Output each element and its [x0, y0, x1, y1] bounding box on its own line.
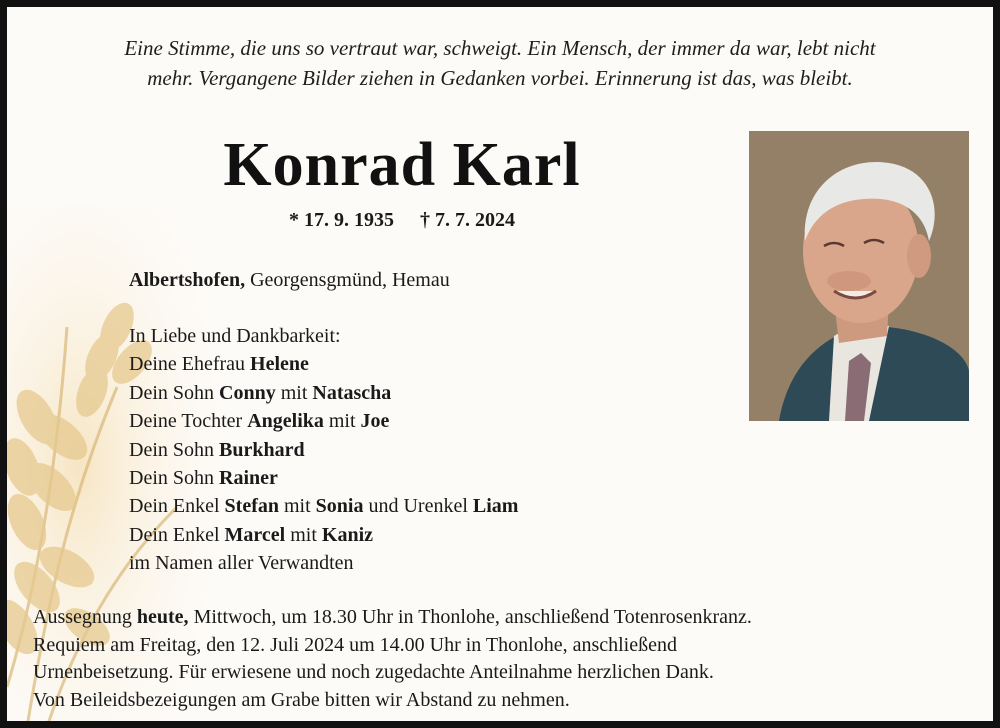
mourner-row	[129, 521, 518, 549]
mourner-row	[129, 407, 518, 435]
deceased-name: Konrad Karl	[223, 131, 581, 199]
mourner-name: Stefan	[224, 495, 279, 518]
mourner-name: Liam	[472, 495, 519, 518]
portrait-photo	[749, 131, 969, 421]
connector-text: mit	[278, 495, 316, 518]
mourner-name: Natascha	[312, 381, 392, 404]
birth-date: * 17. 9. 1935	[289, 209, 394, 231]
relation-text: Dein Sohn	[129, 381, 219, 404]
mourner-name: Burkhard	[219, 438, 305, 461]
footer-line-3: Urnenbeisetzung. Für erwiesene und noch zugedachte Anteilnahme herzlichen Dank.	[33, 661, 714, 684]
relation-text: Deine Ehefrau	[129, 353, 251, 376]
mourner-row	[129, 492, 518, 520]
other-places: Georgensgmünd, Hemau	[245, 269, 450, 291]
mourner-name: Joe	[360, 410, 390, 433]
life-dates	[127, 206, 677, 234]
mourner-name: Angelika	[247, 410, 324, 433]
quote-line-1: Eine Stimme, die uns so vertraut war, schweigt. Ein Mensch, der immer da war, lebt nicht	[124, 36, 876, 60]
connector-text: mit	[275, 381, 313, 404]
relation-text: Dein Sohn	[129, 467, 219, 490]
footer-text: Aussegnung	[33, 606, 137, 628]
footer-line-4: Von Beileidsbezeigungen am Grabe bitten wir Abstand zu nehmen.	[33, 688, 570, 711]
relation-text: Deine Tochter	[129, 410, 248, 433]
connector-text: mit	[323, 410, 361, 433]
memorial-quote	[29, 33, 971, 93]
mourner-name: Helene	[250, 353, 309, 376]
places-line	[129, 266, 450, 294]
mourner-row	[129, 436, 518, 464]
mourner-name: Sonia	[315, 495, 364, 518]
mourner-row	[129, 379, 518, 407]
mourner-name: Marcel	[224, 523, 286, 546]
quote-line-2: mehr. Vergangene Bilder ziehen in Gedanken vorbei. Erinnerung ist das, was bleibt.	[147, 66, 853, 90]
mourner-name: Kaniz	[321, 523, 374, 546]
connector-text: und Urenkel	[363, 495, 473, 518]
relation-text: Dein Sohn	[129, 438, 219, 461]
relation-text: Dein Enkel	[129, 495, 225, 518]
mourners-list	[129, 322, 518, 578]
connector-text: mit	[285, 523, 322, 546]
footer-text: Mittwoch, um 18.30 Uhr in Thonlohe, anschließend Totenrosenkranz.	[188, 606, 752, 628]
mourners-closing: im Namen aller Verwandten	[129, 552, 354, 575]
primary-place: Albertshofen,	[129, 269, 246, 291]
footer-emphasis: heute,	[136, 606, 189, 628]
relation-text: Dein Enkel	[129, 523, 225, 546]
footer-line-1	[33, 604, 983, 632]
mourner-row	[129, 350, 518, 378]
mourner-name: Rainer	[219, 467, 278, 490]
mourner-name: Conny	[219, 381, 276, 404]
mourners-intro: In Liebe und Dankbarkeit:	[129, 325, 341, 347]
mourner-row	[129, 464, 518, 492]
footer-line-2: Requiem am Freitag, den 12. Juli 2024 um 14.00 Uhr in Thonlohe, anschließend	[33, 633, 677, 656]
service-details	[33, 604, 983, 714]
death-date: † 7. 7. 2024	[420, 209, 515, 231]
